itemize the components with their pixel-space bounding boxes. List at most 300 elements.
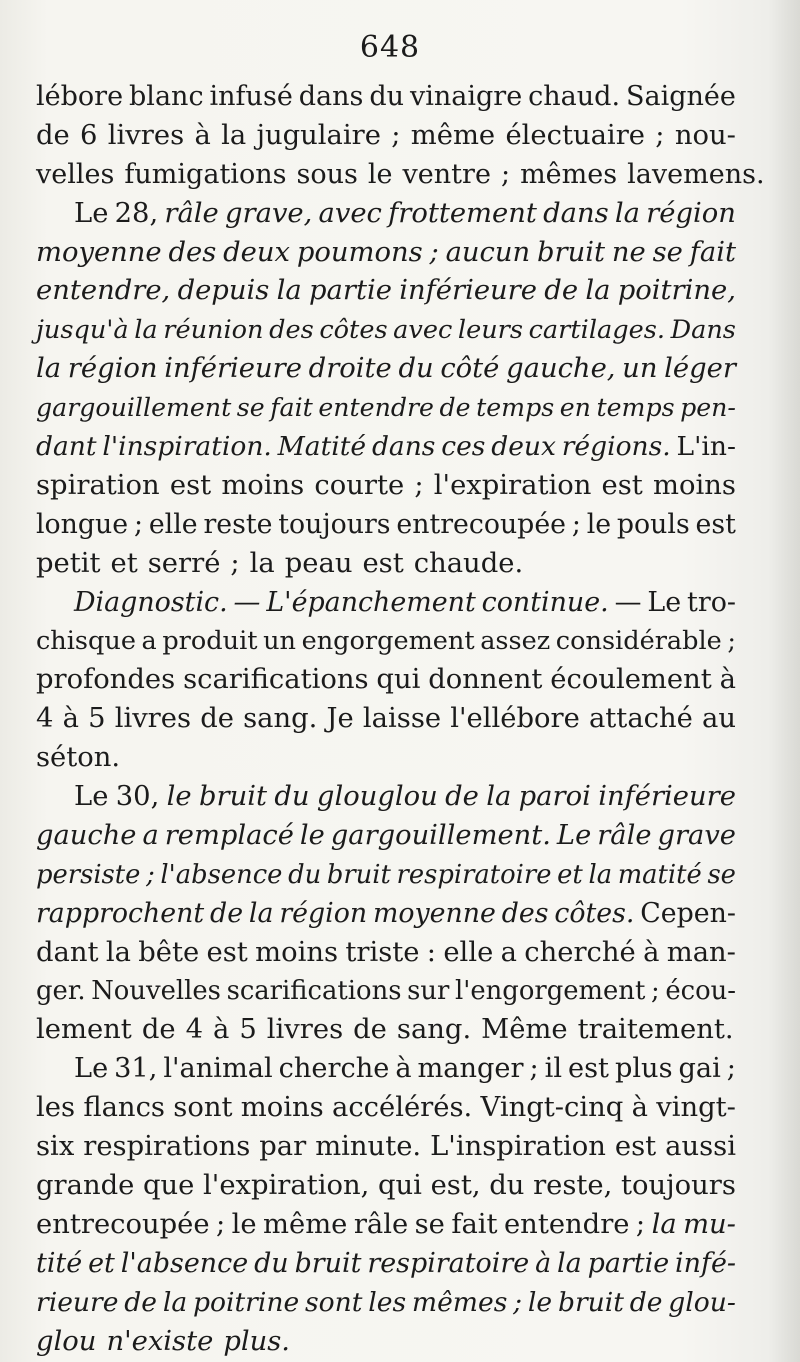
word: réunion xyxy=(163,315,264,346)
text-line xyxy=(36,1284,736,1323)
word: deux xyxy=(491,431,556,463)
word: moins xyxy=(240,1092,324,1124)
page-number: 648 xyxy=(359,30,421,65)
word: ne xyxy=(611,236,646,268)
word: région xyxy=(67,353,158,385)
word: moins xyxy=(652,469,736,501)
word: ; xyxy=(429,236,439,268)
text-line xyxy=(36,934,736,973)
word: cartilages. xyxy=(528,315,665,346)
word: se xyxy=(414,1208,445,1240)
word: dans xyxy=(371,431,436,463)
word: à xyxy=(631,1092,648,1124)
text-line xyxy=(36,584,736,623)
text-line xyxy=(36,272,736,311)
word: la xyxy=(486,781,512,813)
word: écou- xyxy=(665,976,736,1007)
word: a xyxy=(141,626,157,657)
word: toujours xyxy=(278,508,391,540)
word: frottement xyxy=(388,197,537,229)
word: dant xyxy=(36,936,99,968)
word: la xyxy=(221,119,247,151)
word: n'existe xyxy=(106,1325,214,1357)
word: partie xyxy=(587,1247,670,1279)
word: est xyxy=(695,508,736,540)
text-line xyxy=(36,622,736,661)
word: Je xyxy=(326,703,354,735)
word: avec xyxy=(318,197,382,229)
word: manger xyxy=(417,1053,524,1085)
text-line xyxy=(36,739,736,778)
word: des xyxy=(501,897,549,929)
word: leurs xyxy=(457,315,524,346)
word: le xyxy=(231,1208,257,1240)
word: pouls xyxy=(616,508,690,540)
word: serré xyxy=(147,547,221,579)
word: a xyxy=(500,936,517,968)
word: l'engorgement xyxy=(455,976,646,1007)
word: ventre xyxy=(402,158,491,190)
word: ; xyxy=(513,1286,523,1318)
word: inférieure xyxy=(399,275,537,307)
word: moyenne xyxy=(36,236,162,268)
word: — xyxy=(614,586,642,618)
word: poumons xyxy=(296,236,423,268)
word: de xyxy=(445,781,479,813)
word: fumigations xyxy=(124,158,287,190)
word: entendre xyxy=(318,393,434,423)
word: six xyxy=(36,1131,75,1163)
word: L'in- xyxy=(676,431,736,463)
word: gauche, xyxy=(506,353,616,385)
word: fait xyxy=(689,236,736,268)
word: régions. xyxy=(561,431,671,463)
text-line xyxy=(36,1128,736,1167)
text-line xyxy=(36,1011,736,1050)
word: la xyxy=(105,936,131,968)
word: velles xyxy=(36,158,115,190)
word: côtes xyxy=(319,315,388,346)
word: dant xyxy=(36,431,97,463)
word: ; xyxy=(726,1053,736,1085)
word: produit xyxy=(162,626,258,657)
word: est xyxy=(206,936,248,968)
word: : xyxy=(426,936,437,968)
word: flancs xyxy=(83,1092,165,1124)
word: lement xyxy=(36,1014,132,1046)
text-line xyxy=(36,234,736,273)
word: laisse xyxy=(362,703,442,735)
word: des xyxy=(269,315,314,346)
word: l'ellébore xyxy=(450,703,580,735)
word: plus. xyxy=(223,1325,291,1357)
text-line xyxy=(36,428,736,467)
word: ; xyxy=(414,469,424,501)
word: plus xyxy=(614,1053,673,1085)
word: de xyxy=(36,119,70,151)
word: Vingt-cinq xyxy=(480,1092,624,1124)
word: toujours xyxy=(621,1169,736,1201)
word: pen- xyxy=(680,393,736,423)
word: bête xyxy=(138,936,200,968)
word: ; xyxy=(529,1053,539,1085)
word: depuis xyxy=(177,275,270,307)
word: la xyxy=(248,897,274,929)
word: poitrine xyxy=(192,1286,300,1318)
word: dans xyxy=(298,81,364,112)
word: se xyxy=(652,236,683,268)
word: de xyxy=(439,393,471,423)
word: scarifications xyxy=(183,664,369,696)
word: vingt- xyxy=(656,1092,736,1124)
word: du xyxy=(254,1247,289,1279)
word: à xyxy=(62,703,79,735)
word: est xyxy=(567,1053,609,1085)
word: rapprochent xyxy=(36,897,205,929)
word: l'animal xyxy=(163,1053,273,1085)
word: ; xyxy=(146,859,155,890)
word: 4 xyxy=(185,1014,203,1046)
word: livres xyxy=(266,1014,344,1046)
word: la xyxy=(585,275,611,307)
word: ; xyxy=(655,119,665,151)
text-line xyxy=(36,700,736,739)
word: est xyxy=(362,547,404,579)
word: le xyxy=(367,158,393,190)
word: à xyxy=(395,1053,412,1085)
word: man- xyxy=(666,936,736,968)
word: droite xyxy=(308,353,392,385)
word: cherche xyxy=(278,1053,390,1085)
text-line xyxy=(36,117,736,156)
word: sang. xyxy=(243,703,318,735)
word: à xyxy=(643,936,660,968)
text-line xyxy=(36,1089,736,1128)
word: reste xyxy=(203,508,273,540)
word: l'expiration xyxy=(433,469,592,501)
word: glouglou xyxy=(316,781,438,813)
word: bruit xyxy=(557,1286,624,1318)
text-line xyxy=(36,856,736,895)
word: entendre xyxy=(503,1208,630,1240)
word: matité xyxy=(617,859,702,890)
word: Le xyxy=(74,1053,109,1085)
word: mêmes xyxy=(520,158,618,190)
word: moyenne xyxy=(372,897,496,929)
word: jugulaire xyxy=(256,119,381,151)
text-line xyxy=(36,1167,736,1206)
word: à xyxy=(719,664,736,696)
word: par xyxy=(259,1131,307,1163)
word: écoulement xyxy=(550,664,712,696)
word: Cepen- xyxy=(640,897,736,929)
word: Dans xyxy=(670,315,736,346)
word: 30, xyxy=(115,781,160,813)
word: bruit xyxy=(294,1247,362,1279)
word: Matité xyxy=(277,431,367,463)
word: tité xyxy=(36,1247,83,1279)
word: accélérés. xyxy=(331,1092,473,1124)
text-line xyxy=(36,311,736,350)
text-line xyxy=(36,1206,736,1245)
word: infé- xyxy=(675,1247,736,1279)
word: Le xyxy=(74,197,109,229)
word: engorgement xyxy=(301,626,475,657)
word: est xyxy=(169,469,212,501)
word: le xyxy=(299,819,325,851)
word: est xyxy=(601,469,643,501)
word: bruit xyxy=(198,781,268,813)
word: la xyxy=(36,353,62,385)
word: même xyxy=(263,1208,348,1240)
word: les xyxy=(368,1286,407,1318)
word: lébore xyxy=(36,81,124,112)
word: ; xyxy=(500,158,511,190)
word: ces xyxy=(441,431,486,463)
word: moins xyxy=(255,936,339,968)
body-text xyxy=(36,78,765,1361)
word: minute. xyxy=(315,1131,422,1163)
word: la xyxy=(614,197,640,229)
word: qui xyxy=(377,1169,422,1201)
word: — xyxy=(233,586,261,618)
word: côtes. xyxy=(554,897,635,929)
word: et xyxy=(88,1247,115,1279)
word: Diagnostic. xyxy=(74,586,228,618)
text-line xyxy=(36,778,736,817)
word: de xyxy=(210,897,244,929)
word: cherché xyxy=(524,936,636,968)
word: avec xyxy=(393,315,453,346)
word: léger xyxy=(664,353,736,385)
word: est xyxy=(614,1131,657,1163)
word: de xyxy=(141,1014,176,1046)
word: ; xyxy=(230,547,240,579)
word: au xyxy=(702,703,736,735)
word: glou- xyxy=(668,1286,736,1318)
word: respiratoire xyxy=(396,859,552,890)
text-line xyxy=(36,389,736,428)
word: infusé xyxy=(209,81,293,112)
word: respirations xyxy=(83,1131,251,1163)
word: lavemens. xyxy=(627,158,765,190)
word: la xyxy=(249,547,275,579)
word: 5 xyxy=(88,703,106,735)
word: L'inspiration xyxy=(430,1131,606,1163)
word: ger. xyxy=(36,976,86,1007)
word: du xyxy=(288,859,322,890)
word: aussi xyxy=(665,1131,736,1163)
text-line xyxy=(36,661,736,700)
word: le xyxy=(166,781,192,813)
word: l'absence xyxy=(160,859,283,890)
word: assez xyxy=(480,626,551,657)
text-line xyxy=(36,545,736,584)
text-line xyxy=(36,506,736,545)
word: livres xyxy=(114,703,192,735)
word: blanc xyxy=(129,81,204,112)
word: même xyxy=(410,119,496,151)
word: a xyxy=(142,819,159,851)
word: ; xyxy=(727,626,736,657)
word: du xyxy=(274,781,310,813)
word: fait xyxy=(270,393,313,423)
word: donnent xyxy=(428,664,543,696)
word: rieure xyxy=(36,1286,119,1318)
word: profondes xyxy=(36,664,176,696)
word: que xyxy=(143,1169,195,1201)
word: Même xyxy=(481,1014,568,1046)
word: persiste xyxy=(36,859,141,890)
word: et xyxy=(557,859,583,890)
word: côté xyxy=(440,353,500,385)
word: continue. xyxy=(481,586,609,618)
word: inférieure xyxy=(164,353,302,385)
word: fait xyxy=(451,1208,498,1240)
word: un xyxy=(622,353,658,385)
word: qui xyxy=(376,664,421,696)
word: petit xyxy=(36,547,101,579)
text-line xyxy=(36,895,736,934)
text-line xyxy=(36,1245,736,1284)
word: le xyxy=(527,1286,553,1318)
word: chisque xyxy=(36,626,136,657)
word: du xyxy=(489,1169,525,1201)
word: région xyxy=(279,897,368,929)
word: et xyxy=(110,547,138,579)
word: de xyxy=(124,1286,158,1318)
word: spiration xyxy=(36,469,160,501)
word: sur xyxy=(407,976,450,1007)
word: vinaigre xyxy=(409,81,523,112)
word: tro- xyxy=(687,586,736,618)
word: l'absence xyxy=(120,1247,249,1279)
word: sont xyxy=(304,1286,363,1318)
word: dans xyxy=(543,197,609,229)
word: gauche xyxy=(36,819,137,851)
word: il xyxy=(544,1053,563,1085)
word: bruit xyxy=(537,236,606,268)
word: 6 xyxy=(80,119,98,151)
word: les xyxy=(36,1092,76,1124)
word: courte xyxy=(314,469,405,501)
word: partie xyxy=(309,275,392,307)
word: entendre, xyxy=(36,275,171,307)
text-line xyxy=(36,817,736,856)
word: ; xyxy=(391,119,401,151)
word: est, xyxy=(430,1169,481,1201)
word: 28, xyxy=(114,197,159,229)
word: électuaire xyxy=(505,119,645,151)
word: de xyxy=(544,275,579,307)
word: la xyxy=(651,1208,677,1240)
word: elle xyxy=(443,936,494,968)
word: remplacé xyxy=(164,819,294,851)
word: gai xyxy=(678,1053,721,1085)
word: paroi xyxy=(518,781,591,813)
word: grave, xyxy=(224,197,313,229)
text-line xyxy=(36,467,736,506)
word: attaché xyxy=(588,703,693,735)
word: se xyxy=(707,859,736,890)
word: à xyxy=(194,119,211,151)
word: gargouillement. xyxy=(330,819,551,851)
word: peau xyxy=(284,547,353,579)
word: ; xyxy=(650,976,660,1007)
word: inférieure xyxy=(598,781,736,813)
word: 31, xyxy=(114,1053,158,1085)
word: livres xyxy=(107,119,185,151)
word: à xyxy=(213,1014,230,1046)
word: râle xyxy=(353,1208,409,1240)
word: Nouvelles xyxy=(91,976,221,1007)
word: des xyxy=(168,236,217,268)
word: 4 xyxy=(36,703,54,735)
text-line xyxy=(36,972,736,1011)
word: la xyxy=(162,1286,188,1318)
word: bruit xyxy=(326,859,391,890)
word: région xyxy=(646,197,736,229)
word: aucun xyxy=(445,236,531,268)
word: ; xyxy=(133,508,143,540)
word: la xyxy=(588,859,613,890)
word: Le xyxy=(647,586,682,618)
word: se xyxy=(236,393,265,423)
word: moins xyxy=(221,469,305,501)
word: en xyxy=(559,393,591,423)
word: mêmes xyxy=(411,1286,508,1318)
word: de xyxy=(629,1286,663,1318)
word: du xyxy=(369,81,405,112)
word: sont xyxy=(173,1092,233,1124)
word: de xyxy=(353,1014,387,1046)
word: deux xyxy=(223,236,290,268)
word: gargouillement xyxy=(36,393,232,423)
word: la xyxy=(557,1247,582,1279)
word: l'inspiration. xyxy=(102,431,272,463)
word: du xyxy=(398,353,434,385)
word: L'épanchement xyxy=(266,586,476,618)
word: 5 xyxy=(239,1014,257,1046)
word: ; xyxy=(216,1208,226,1240)
word: ; xyxy=(571,508,581,540)
text-line xyxy=(36,78,736,117)
word: reste, xyxy=(533,1169,613,1201)
word: nou- xyxy=(674,119,736,151)
word: grande xyxy=(36,1169,135,1201)
word: traitement. xyxy=(577,1014,734,1046)
word: le xyxy=(586,508,612,540)
word: considérable xyxy=(555,626,722,657)
text-line xyxy=(36,1323,736,1362)
word: à xyxy=(535,1247,552,1279)
text-line xyxy=(36,1050,736,1089)
word: la xyxy=(134,315,158,346)
word: temps xyxy=(596,393,675,423)
word: chaud. xyxy=(528,81,621,112)
word: râle xyxy=(597,819,652,851)
word: l'expiration, xyxy=(203,1169,370,1201)
word: respiratoire xyxy=(367,1247,530,1279)
word: Saignée xyxy=(625,81,736,112)
word: elle xyxy=(148,508,198,540)
word: la xyxy=(276,275,302,307)
word: entrecoupée xyxy=(396,508,566,540)
word: glou xyxy=(36,1325,97,1357)
word: jusqu'à xyxy=(36,315,129,346)
text-line xyxy=(36,350,736,389)
word: mu- xyxy=(683,1208,736,1240)
